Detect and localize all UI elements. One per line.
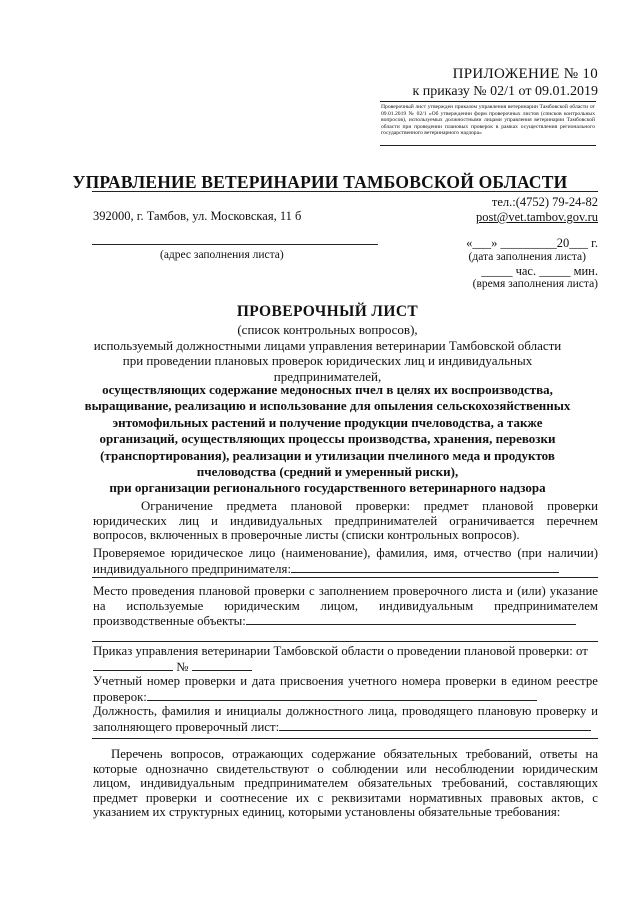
place-paragraph bbox=[93, 584, 598, 629]
scope-line: энтомофильных растений и получение продукции пчеловодства, а также bbox=[112, 414, 543, 430]
time-fill-line: _____ час. _____ мин. bbox=[481, 264, 598, 278]
registration-fill-line bbox=[147, 689, 537, 701]
subtitle-line: (список контрольных вопросов), bbox=[237, 322, 418, 337]
time-caption: (время заполнения листа) bbox=[472, 278, 598, 290]
order-label: Приказ управления ветеринарии Тамбовской области о проведении плановой проверки: от bbox=[93, 644, 588, 658]
registration-paragraph bbox=[93, 674, 598, 704]
address-caption: (адрес заполнения листа) bbox=[160, 249, 284, 261]
subtitle-line: при проведении плановых проверок юридических лиц и индивидуальных bbox=[122, 353, 533, 368]
entity-paragraph bbox=[93, 546, 598, 576]
approval-note: Проверочный лист утвержден приказом управления ветеринарии Тамбовской области от 09.01.2019 № 02/1 «Об утверждении форм проверочных листов (списков контрольных вопросов), используемых должностными лицами управления ветеринарии Тамбовской области при проведении плановых проверок в рамках осуществления регионального государственного ветеринарного надзора» bbox=[380, 101, 596, 146]
order-number-label: № bbox=[176, 659, 189, 674]
checklist-subtitle bbox=[60, 322, 595, 384]
order-paragraph bbox=[93, 644, 598, 674]
scope-line: (транспортирования), реализации и утилизации пчелиного меда и продуктов bbox=[100, 447, 555, 463]
subtitle-line: используемый должностными лицами управления ветеринарии Тамбовской области bbox=[93, 337, 562, 353]
date-fill-line: «___» _________20___ г. bbox=[466, 236, 598, 250]
place-extra-line bbox=[92, 641, 598, 642]
scope-line: организаций, осуществляющих процессы производства, хранения, перевозки bbox=[99, 431, 556, 447]
limitation-paragraph: Ограничение предмета плановой проверки: предмет плановой проверки юридических лиц и индивидуальных предпринимателей ограничивается перечнем вопросов, включенных в проверочные листы (списки контрольных вопросов). bbox=[93, 499, 598, 543]
entity-extra-line bbox=[92, 577, 598, 578]
place-label: Место проведения плановой проверки с заполнением проверочного листа и (или) указание на используемые юридическим лицом, индивидуальным предпринимателем производственные объекты: bbox=[93, 584, 598, 629]
subtitle-line: предпринимателей, bbox=[273, 368, 382, 384]
address-fill-line bbox=[92, 244, 378, 245]
appendix-title: ПРИЛОЖЕНИЕ № 10 bbox=[452, 66, 598, 82]
scope-line: пчеловодства (средний и умеренный риски), bbox=[196, 464, 459, 480]
place-fill-line bbox=[246, 613, 576, 625]
date-caption: (дата заполнения листа) bbox=[468, 251, 586, 263]
agency-name: УПРАВЛЕНИЕ ВЕТЕРИНАРИИ ТАМБОВСКОЙ ОБЛАСТИ bbox=[72, 172, 568, 192]
checklist-title: ПРОВЕРОЧНЫЙ ЛИСТ bbox=[236, 303, 419, 320]
checklist-scope bbox=[60, 382, 595, 497]
registration-label: Учетный номер проверки и дата присвоения учетного номера проверки в едином реестре проверок: bbox=[93, 674, 598, 704]
order-date-fill bbox=[93, 659, 173, 671]
scope-line: при организации регионального государственного ветеринарного надзора bbox=[109, 480, 546, 496]
official-fill-line bbox=[279, 719, 591, 731]
official-label: Должность, фамилия и инициалы должностного лица, проводящего плановую проверку и заполняющего проверочный лист: bbox=[93, 704, 598, 734]
entity-fill-line bbox=[291, 561, 559, 573]
entity-label: Проверяемое юридическое лицо (наименование), фамилия, имя, отчество (при наличии) индивидуального предпринимателя: bbox=[93, 546, 598, 576]
scope-line: выращивание, реализацию и использование для опыления сельскохозяйственных bbox=[84, 398, 571, 414]
official-paragraph bbox=[93, 704, 598, 734]
agency-address: 392000, г. Тамбов, ул. Московская, 11 б bbox=[93, 209, 302, 223]
order-number-fill bbox=[192, 659, 252, 671]
official-extra-line bbox=[92, 738, 598, 739]
appendix-order-reference: к приказу № 02/1 от 09.01.2019 bbox=[412, 84, 598, 99]
agency-phone: тел.:(4752) 79-24-82 bbox=[491, 195, 598, 209]
agency-email-link[interactable]: post@vet.tambov.gov.ru bbox=[475, 210, 598, 224]
header-divider bbox=[92, 191, 598, 192]
questions-paragraph: Перечень вопросов, отражающих содержание обязательных требований, ответы на которые однозначно свидетельствуют о соблюдении или несоблюдении юридическим лицом, индивидуальным предпринимателем обязательных требований, составляющих предмет проверки и соотнесение их с реквизитами нормативных правовых актов, с указанием их структурных единиц, которыми установлены обязательные требования: bbox=[93, 747, 598, 820]
scope-line: осуществляющих содержание медоносных пчел в целях их воспроизводства, bbox=[102, 382, 553, 397]
